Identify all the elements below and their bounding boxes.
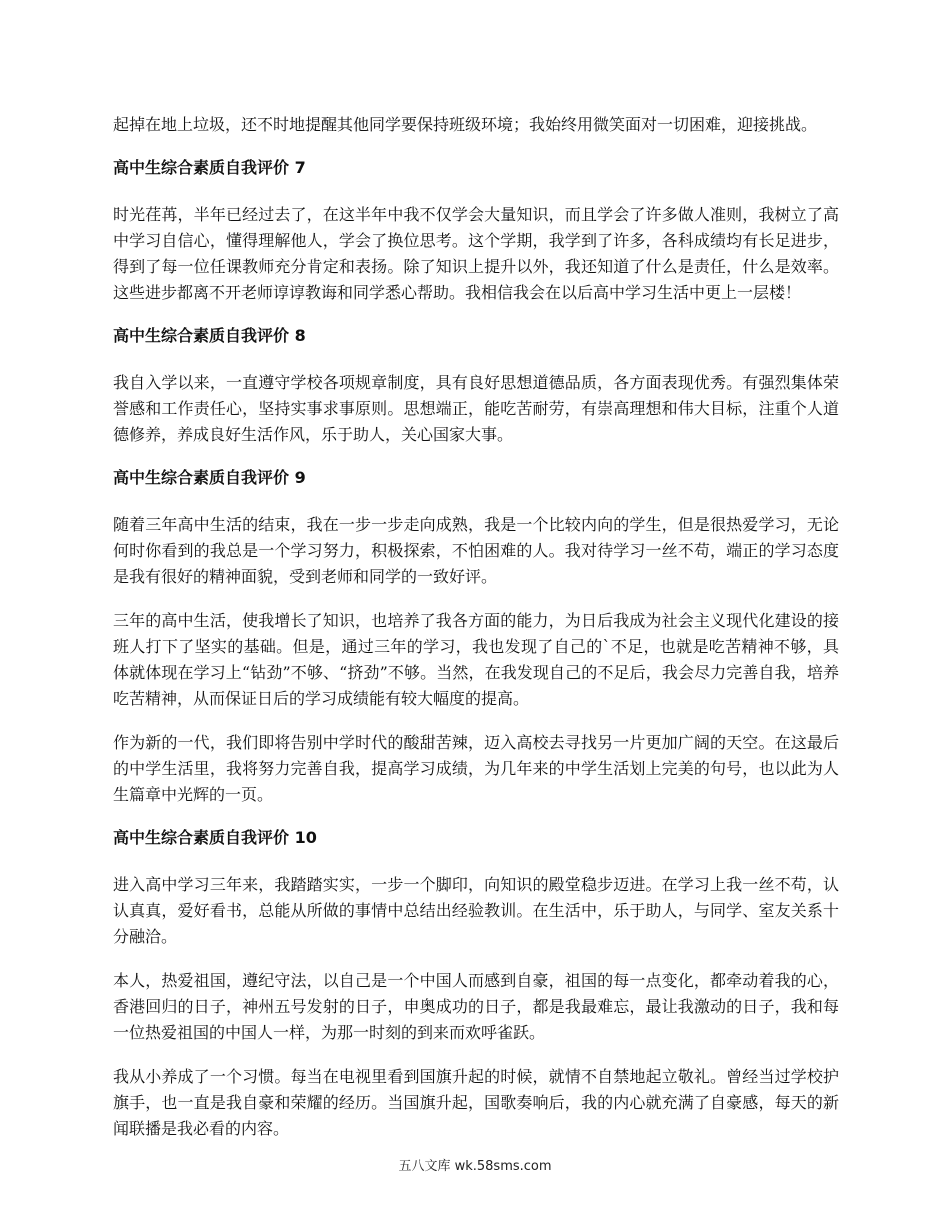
footer-watermark: 五八文库 wk.58sms.com [398,1159,552,1174]
section-10-paragraph-1: 进入高中学习三年来，我踏踏实实，一步一个脚印，向知识的殿堂稳步迈进。在学习上我一丝不苟，认认真真，爱好看书，总能从所做的事情中总结出经验教训。在生活中，乐于助人，与同学、室友关系十分融洽。 [113,875,839,946]
section-heading-8: 高中生综合素质自我评价 8 [113,326,306,345]
intro-paragraph: 起掉在地上垃圾，还不时地提醒其他同学要保持班级环境；我始终用微笑面对一切困难，迎接挑战。 [113,115,818,134]
section-heading-10: 高中生综合素质自我评价 10 [113,828,317,847]
section-heading-9: 高中生综合素质自我评价 9 [113,468,306,487]
section-10-paragraph-2: 本人，热爱祖国，遵纪守法，以自己是一个中国人而感到自豪，祖国的每一点变化，都牵动着我的心，香港回归的日子，神州五号发射的日子，申奥成功的日子，都是我最难忘，最让我激动的日子，我和每一位热爱祖国的中国人一样，为那一时刻的到来而欢呼雀跃。 [113,971,839,1042]
section-9-paragraph-3: 作为新的一代，我们即将告别中学时代的酸甜苦辣，迈入高校去寻找另一片更加广阔的天空。在这最后的中学生活里，我将努力完善自我，提高学习成绩，为几年来的中学生活划上完美的句号，也以此为人生篇章中光辉的一页。 [113,733,839,804]
section-9-paragraph-2: 三年的高中生活，使我增长了知识，也培养了我各方面的能力，为日后我成为社会主义现代化建设的接班人打下了坚实的基础。但是，通过三年的学习，我也发现了自己的`不足，也就是吃苦精神不够，具体就体现在学习上“钻劲”不够、“挤劲”不够。当然，在我发现自己的不足后，我会尽力完善自我，培养吃苦精神，从而保证日后的学习成绩能有较大幅度的提高。 [113,611,839,708]
section-7-paragraph-1: 时光荏苒，半年已经过去了，在这半年中我不仅学会大量知识，而且学会了许多做人准则，我树立了高中学习自信心，懂得理解他人，学会了换位思考。这个学期，我学到了许多，各科成绩均有长足进步，得到了每一位任课教师充分肯定和表扬。除了知识上提升以外，我还知道了什么是责任，什么是效率。这些进步都离不开老师谆谆教诲和同学悉心帮助。我相信我会在以后高中学习生活中更上一层楼！ [113,205,839,302]
section-10-paragraph-3: 我从小养成了一个习惯。每当在电视里看到国旗升起的时候，就情不自禁地起立敬礼。曾经当过学校护旗手，也一直是我自豪和荣耀的经历。当国旗升起，国歌奏响后，我的内心就充满了自豪感，每天的新闻联播是我必看的内容。 [113,1067,839,1138]
section-9-paragraph-1: 随着三年高中生活的结束，我在一步一步走向成熟，我是一个比较内向的学生，但是很热爱学习，无论何时你看到的我总是一个学习努力，积极探索，不怕困难的人。我对待学习一丝不苟，端正的学习态度是我有很好的精神面貌，受到老师和同学的一致好评。 [113,515,839,586]
section-8-paragraph-1: 我自入学以来，一直遵守学校各项规章制度，具有良好思想道德品质，各方面表现优秀。有强烈集体荣誉感和工作责任心，坚持实事求事原则。思想端正，能吃苦耐劳，有崇高理想和伟大目标，注重个人道德修养，养成良好生活作风，乐于助人，关心国家大事。 [113,373,839,444]
document-page [113,112,839,1160]
section-heading-7: 高中生综合素质自我评价 7 [113,158,306,177]
